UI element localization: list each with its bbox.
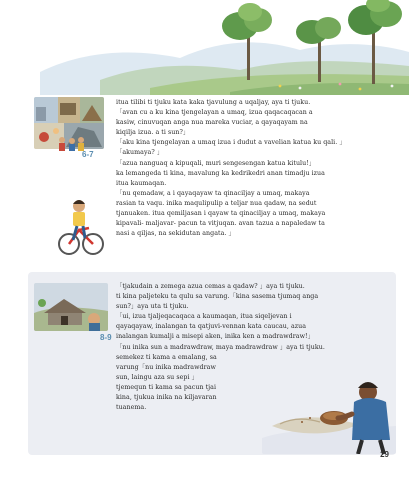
text-line: sun, laingu aza su sepi 」 bbox=[116, 373, 198, 381]
text-line: kipavali- maljavar- pacun ta vitjuqan. avan tazua a napaledaw ta bbox=[116, 220, 325, 228]
landscape-illustration bbox=[0, 0, 409, 95]
text-line: rasian ta vaqu. inika maqulipulip a teljar nua qadaw, na sedut bbox=[116, 199, 317, 207]
text-line: qayaqayaw, inalangan ta qatjuvi-vennan kata caucau, azua bbox=[116, 323, 307, 331]
text-line: varung「nu inika madrawdraw bbox=[116, 363, 216, 371]
people-thumbnail bbox=[56, 135, 86, 151]
text-line: kasiw, cinuvuqan anga nua mareka vuciar, a qayaqayam na bbox=[116, 119, 308, 127]
text-line: ka lemangeda ti kina, mavalung ka kedrikedri anan timadju izua bbox=[116, 169, 325, 177]
child-on-bicycle-illustration bbox=[55, 196, 105, 258]
text-line: 「ui, izua tjaljeqacaqaca a kaumaqan, itua siqeljevan i bbox=[116, 313, 292, 321]
section1-text bbox=[116, 98, 346, 239]
text-line: tuanema. bbox=[116, 404, 147, 412]
text-line: 「nu qemadaw, a i qayaqayaw ta qinaciljay a umaq, makaya bbox=[116, 189, 310, 197]
section-number: 8-9 bbox=[100, 333, 112, 342]
text-line: inalangan kumalji a misepi aken, inika ken a madrawdraw!」 bbox=[116, 333, 314, 341]
text-line: ti kina paljeteku ta qulu sa varung.「kina sasema tjumaq anga bbox=[116, 293, 319, 301]
text-line: kina, tjukua inika na kiljavaran bbox=[116, 394, 217, 402]
woman-sorting-grain-illustration bbox=[262, 368, 396, 454]
text-line: 「tjakudain a zemega azua cemas a qadaw? 」aya ti tjuku. bbox=[116, 283, 305, 290]
text-line: 「nu inika sun a madrawdraw, maya madrawdraw 」aya ti tjuku. bbox=[116, 343, 325, 351]
text-line: nasi a qiljas, na sekidutan angata. 」 bbox=[116, 230, 235, 238]
text-line: tjemequn ti kama sa pacun tjai bbox=[116, 383, 217, 391]
page-number: 29 bbox=[380, 450, 389, 459]
text-line: 「aku kina tjengelayan a umaq izua i dudut a vavelian katua ku qali. 」 bbox=[116, 139, 346, 147]
text-line: 「akumaya? 」 bbox=[116, 149, 164, 157]
text-line: semekez ti kama a emalang, sa bbox=[116, 353, 217, 361]
text-line: itua kaumaqan. bbox=[116, 179, 167, 187]
text-line: 「azua nanguaq a kipuqali, muri sengesengan katua kitulu!」 bbox=[116, 159, 316, 167]
text-line: kiqilja izua. a ti sun?」 bbox=[116, 129, 190, 137]
text-line: sun?」aya uta ti tjuku. bbox=[116, 303, 189, 311]
text-line: itua tilibi ti tjuku kata kaka tjavulung a uqaljay, aya ti tjuku. bbox=[116, 99, 311, 106]
section-number: 6-7 bbox=[82, 150, 94, 159]
text-line: 「avan cu a ku kina tjengelayan a umaq, izua qaqacaqacan a bbox=[116, 109, 313, 117]
stone-house-thumbnail bbox=[34, 283, 108, 331]
text-line: tjanuaken. itua qemiljasan i qayaw ta qinaciljay a umaq, makaya bbox=[116, 210, 326, 218]
